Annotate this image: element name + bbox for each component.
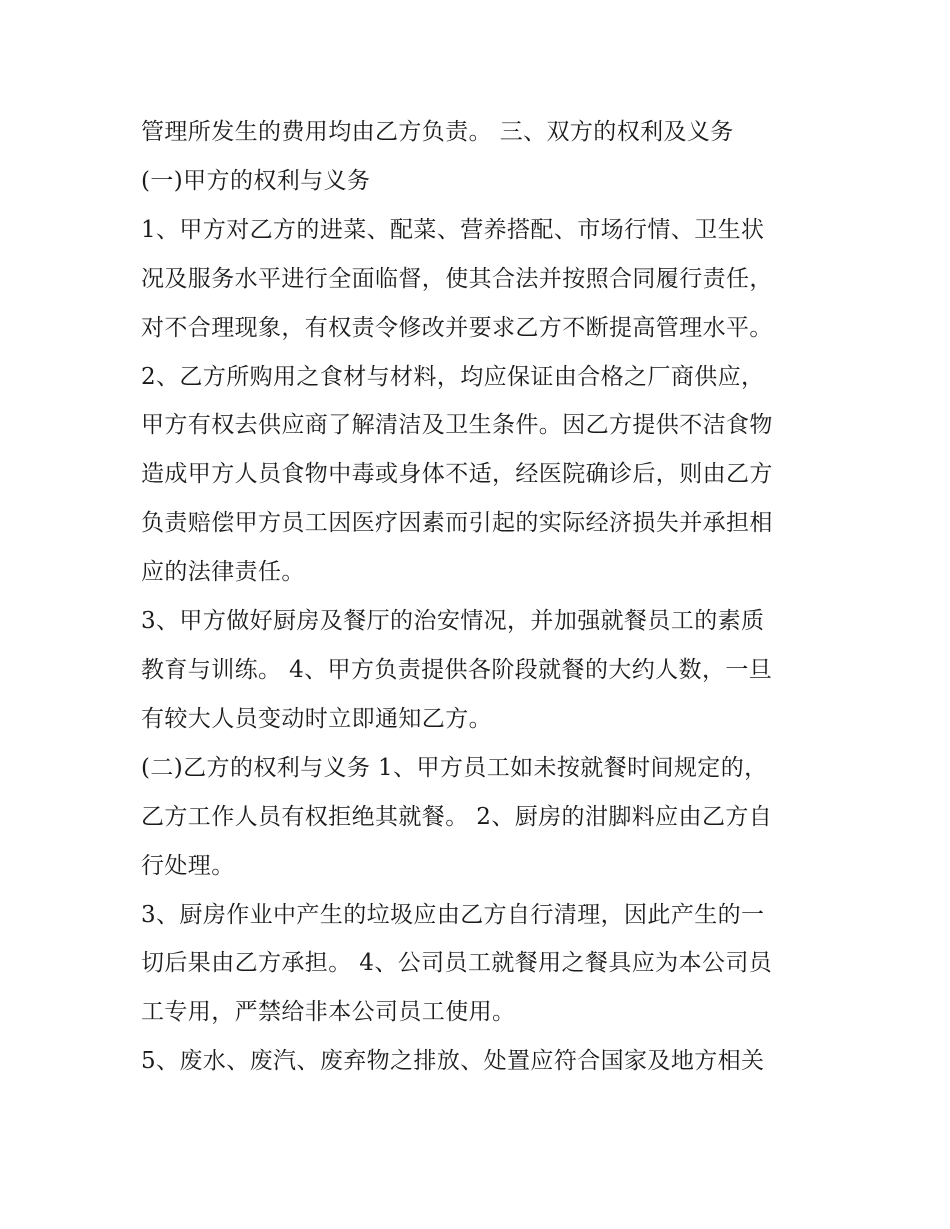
text-line: 工专用，严禁给非本公司员工使用。: [141, 999, 516, 1026]
text-line: 有较大人员变动时立即通知乙方。: [141, 705, 492, 732]
text-line: 教育与训练。 4、甲方负责提供各阶段就餐的大约人数，一旦: [141, 656, 773, 683]
text-line: 1、甲方对乙方的进菜、配菜、营养搭配、市场行情、卫生状: [141, 216, 765, 243]
text-line: 5、废水、废汽、废弃物之排放、处置应符合国家及地方相关: [141, 1048, 765, 1075]
text-line: 乙方工作人员有权拒绝其就餐。 2、厨房的泔脚料应由乙方自: [141, 803, 773, 830]
text-line: 造成甲方人员食物中毒或身体不适，经医院确诊后，则由乙方: [141, 461, 773, 488]
text-line: 切后果由乙方承担。 4、公司员工就餐用之餐具应为本公司员: [141, 950, 773, 977]
text-line: (二)乙方的权利与义务 1、甲方员工如未按就餐时间规定的，: [141, 754, 768, 781]
text-line: 对不合理现象，有权责令修改并要求乙方不断提高管理水平。: [141, 314, 773, 341]
text-line: 应的法律责任。: [141, 559, 305, 586]
text-line: 负责赔偿甲方员工因医疗因素而引起的实际经济损失并承担相: [141, 510, 773, 537]
text-line: 2、乙方所购用之食材与材料，均应保证由合格之厂商供应，: [141, 363, 765, 390]
text-line: 3、甲方做好厨房及餐厅的治安情况，并加强就餐员工的素质: [141, 608, 765, 635]
text-line: 行处理。: [141, 852, 235, 879]
text-line: 甲方有权去供应商了解清洁及卫生条件。因乙方提供不洁食物: [141, 412, 773, 439]
text-line: 况及服务水平进行全面临督，使其合法并按照合同履行责任，: [141, 265, 773, 292]
document-body: [141, 108, 831, 1086]
section-heading: (一)甲方的权利与义务: [141, 167, 371, 194]
text-line: 3、厨房作业中产生的垃圾应由乙方自行清理，因此产生的一: [141, 901, 765, 928]
text-line: 管理所发生的费用均由乙方负责。 三、双方的权利及义务: [141, 119, 734, 145]
